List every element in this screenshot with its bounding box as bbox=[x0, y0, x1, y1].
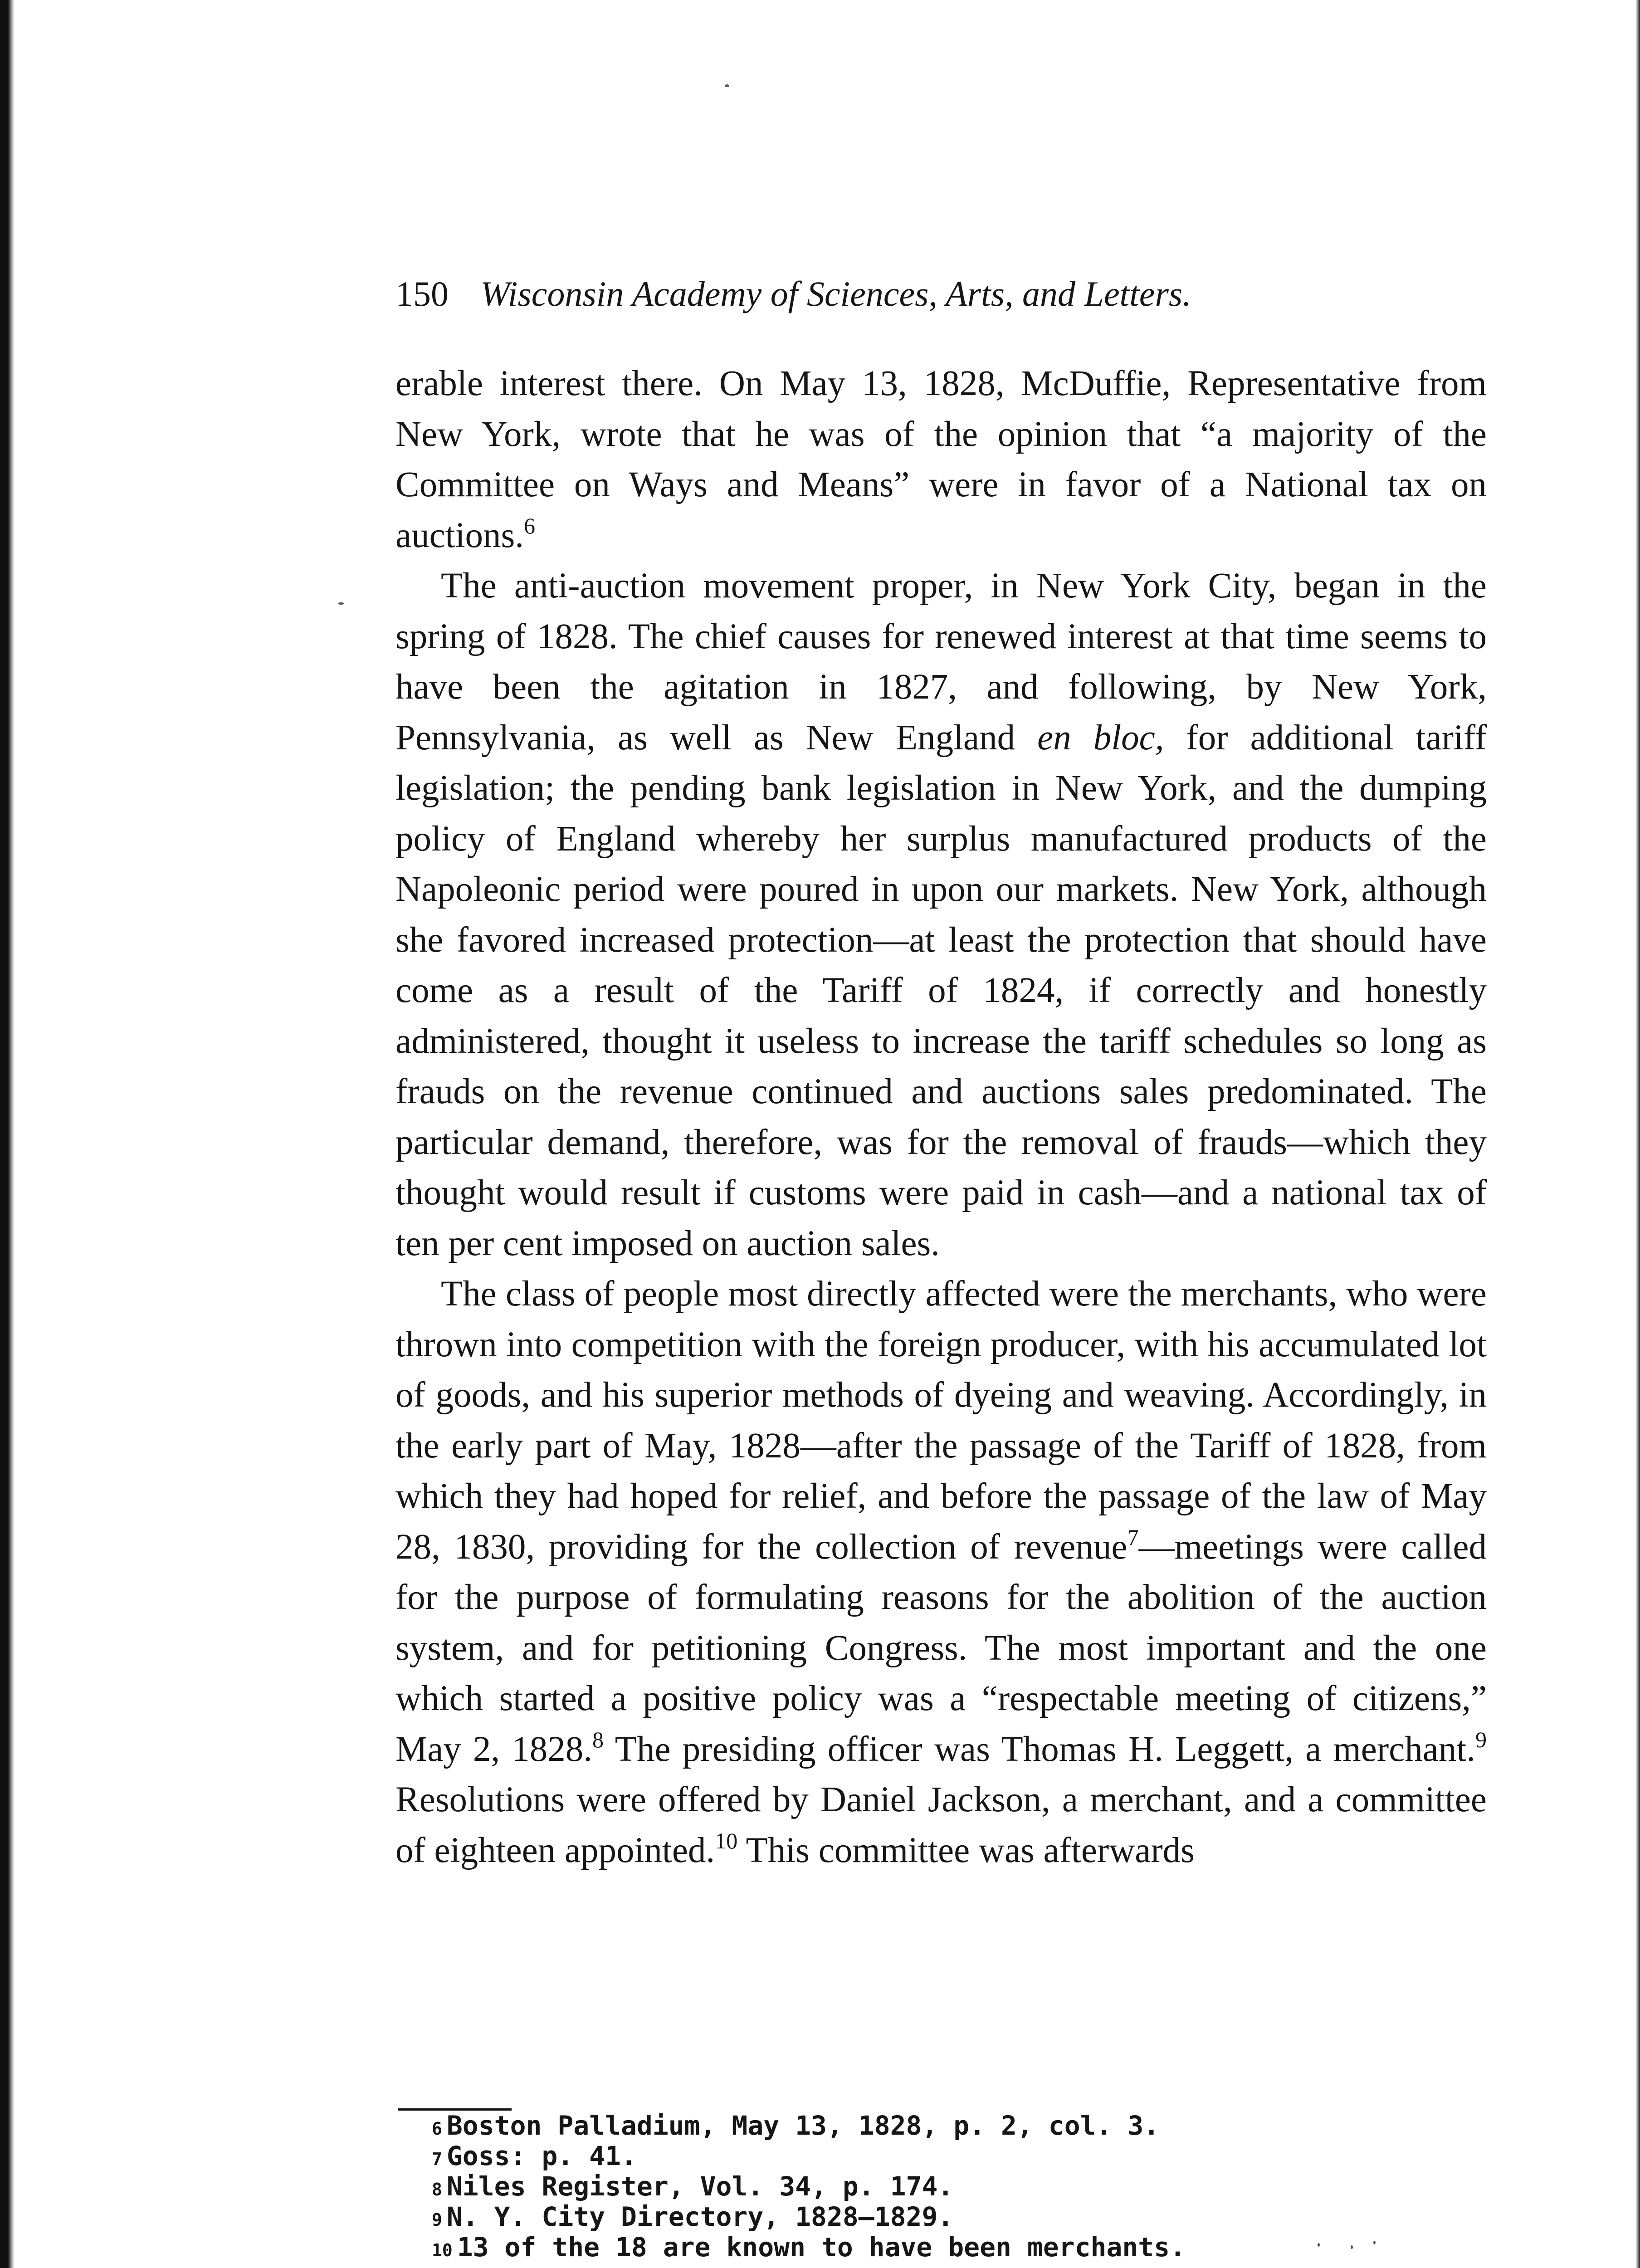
footnote-marker: 8 bbox=[432, 2180, 442, 2200]
scan-speck bbox=[338, 602, 344, 605]
footnote-ref: 8 bbox=[592, 1726, 604, 1752]
paragraph-2 bbox=[395, 561, 1487, 1269]
paragraph-1 bbox=[395, 358, 1487, 561]
footnote-ref: 7 bbox=[1127, 1524, 1139, 1550]
paragraph-text: This committee was afterwards bbox=[746, 1830, 1195, 1870]
footnote-text: 13 of the 18 are known to have been merchants. bbox=[457, 2232, 1186, 2263]
footnote bbox=[432, 2142, 1475, 2173]
scan-speck bbox=[725, 84, 729, 87]
footnote bbox=[432, 2112, 1475, 2142]
paragraph-3 bbox=[395, 1269, 1487, 1876]
page-number: 150 bbox=[395, 274, 449, 313]
footnote-marker: 6 bbox=[432, 2119, 442, 2139]
footnote-ref: 6 bbox=[524, 513, 536, 538]
footnote-ref: 10 bbox=[715, 1828, 738, 1853]
footnote-text: Goss: p. 41. bbox=[446, 2141, 637, 2171]
footnote-text: Niles Register, Vol. 34, p. 174. bbox=[446, 2171, 954, 2202]
footnotes bbox=[432, 2112, 1475, 2264]
body-text bbox=[395, 358, 1487, 1876]
footnote bbox=[432, 2173, 1475, 2203]
paragraph-text: erable interest there. On May 13, 1828, McDuffie, Representative from New York, wrote that he was of the opinion that “a majority of the Committee on Ways and Means” were in favor of a National tax on auctions. bbox=[395, 364, 1487, 555]
page-header bbox=[395, 267, 1375, 321]
page-edge-left bbox=[0, 0, 15, 2268]
italic-phrase: en bloc, bbox=[1037, 718, 1164, 758]
paragraph-text: The anti-auction movement proper, in New York City, began in the spring of 1828. The chief causes for renewed interest at that time seems to have been the agitation in 1827, and following, by New York, Pennsylvania, as well as New England bbox=[395, 566, 1487, 758]
footnote-text: Boston Palladium, May 13, 1828, p. 2, col. 3. bbox=[446, 2110, 1160, 2141]
running-title: Wisconsin Academy of Sciences, Arts, and Letters. bbox=[480, 274, 1191, 313]
paragraph-text: Resolutions were offered by Daniel Jackson, a merchant, and a committee of eighteen appointed. bbox=[395, 1780, 1487, 1870]
footnote-ref: 9 bbox=[1475, 1726, 1487, 1752]
footnote-text: N. Y. City Directory, 1828–1829. bbox=[446, 2201, 954, 2232]
footnote-marker: 9 bbox=[432, 2210, 442, 2230]
footnote bbox=[432, 2234, 1475, 2264]
paragraph-text: —meetings were called for the purpose of formulating reasons for the abolition of the auction system, and for petitioning Congress. The most important and the one which started a positive policy was a “respectable meeting of citizens,” May 2, 1828. bbox=[395, 1527, 1487, 1769]
footnote-marker: 10 bbox=[432, 2240, 453, 2260]
paragraph-text: for additional tariff legislation; the pending bank legislation in New York, and the dumping policy of England whereby her surplus manufactured products of the Napoleonic period were poured in upon our markets. New York, although she favored increased protection—at least the protection that should have come as a result of the Tariff of 1824, if correctly and honestly administered, thought it useless to increase the tariff schedules so long as frauds on the revenue continued and auctions sales predominated. The particular demand, therefore, was for the removal of frauds—which they thought would result if customs were paid in cash—and a national tax of ten per cent imposed on auction sales. bbox=[395, 718, 1487, 1263]
footnote-marker: 7 bbox=[432, 2149, 442, 2169]
paragraph-text: The presiding officer was Thomas H. Leggett, a merchant. bbox=[615, 1729, 1475, 1769]
paragraph-text: The class of people most directly affected were the merchants, who were thrown into competition with the foreign producer, with his accumulated lot of goods, and his superior methods of dyeing and weaving. Accordingly, in the early part of May, 1828—after the passage of the Tariff of 1828, from which they had hoped for relief, and before the passage of the law of May 28, 1830, providing for the collection of revenue bbox=[395, 1274, 1487, 1567]
footnote bbox=[432, 2203, 1475, 2234]
page-edge-right bbox=[1635, 0, 1640, 2268]
